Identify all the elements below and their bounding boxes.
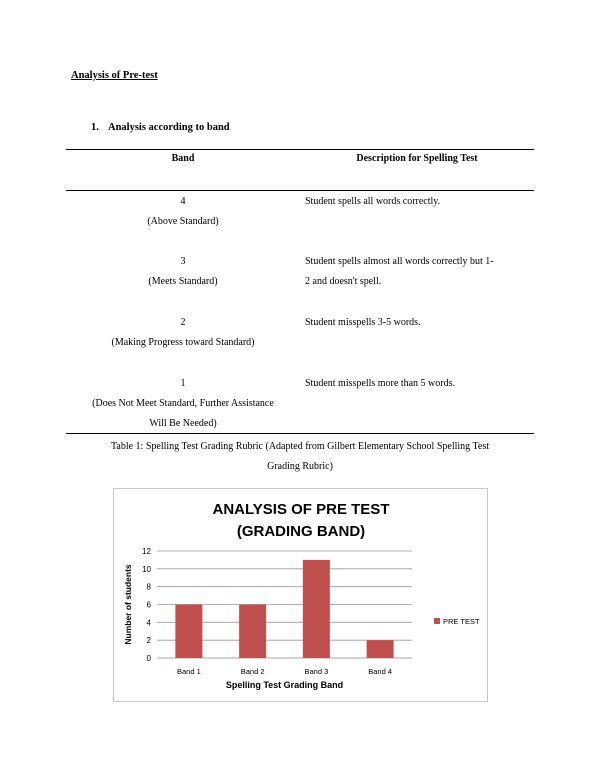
bar-band-4 <box>367 640 394 658</box>
table-bottom-rule <box>66 433 534 434</box>
legend-swatch <box>434 618 440 624</box>
caption-line: Grading Rubric) <box>267 461 333 472</box>
table-top-rule <box>66 149 534 150</box>
y-tick-label: 10 <box>142 564 151 574</box>
bar-band-2 <box>239 605 266 659</box>
band-label: (Does Not Meet Standard, Further Assistance <box>92 398 274 409</box>
chart-container <box>113 488 488 702</box>
band-number: 4 <box>180 196 186 207</box>
band-label: (Making Progress toward Standard) <box>111 337 255 348</box>
y-tick-label: 8 <box>146 582 151 592</box>
band-cell-2 <box>66 313 300 353</box>
x-axis-label: Spelling Test Grading Band <box>225 680 344 690</box>
band-label: (Above Standard) <box>147 216 219 227</box>
band-number: 2 <box>180 317 186 328</box>
band-label: (Meets Standard) <box>148 276 218 287</box>
description-cell-1 <box>305 374 534 394</box>
table-caption <box>66 437 534 477</box>
table-header-rule <box>66 190 534 191</box>
y-tick-label: 6 <box>146 600 151 610</box>
band-label: Will Be Needed) <box>149 418 217 429</box>
caption-line: Table 1: Spelling Test Grading Rubric (Adapted from Gilbert Elementary School Spelling Test <box>110 441 489 452</box>
section-heading <box>91 122 230 133</box>
x-tick-label: Band 2 <box>240 667 265 676</box>
bar-band-3 <box>303 560 330 658</box>
y-tick-label: 2 <box>146 636 151 646</box>
x-tick-label: Band 3 <box>304 667 329 676</box>
section-title: Analysis according to band <box>108 122 230 133</box>
description-line: Student misspells more than 5 words. <box>305 378 455 389</box>
chart-title: (GRADING BAND) <box>236 523 366 540</box>
band-number: 3 <box>180 256 186 267</box>
description-line: Student spells almost all words correctly but 1- <box>305 256 494 267</box>
table-header-description: Description for Spelling Test <box>356 153 478 164</box>
band-number: 1 <box>180 378 186 389</box>
description-cell-3 <box>305 252 534 292</box>
y-tick-label: 4 <box>146 618 151 628</box>
description-cell-4 <box>305 192 534 212</box>
y-tick-label: 12 <box>142 547 151 556</box>
table-header-band: Band <box>171 153 195 164</box>
description-cell-2 <box>305 313 534 333</box>
description-line: Student spells all words correctly. <box>305 196 441 207</box>
band-cell-1 <box>66 374 300 434</box>
x-tick-label: Band 4 <box>368 667 393 676</box>
chart-title: ANALYSIS OF PRE TEST <box>212 501 390 518</box>
page-heading: Analysis of Pre-test <box>71 70 158 81</box>
bar-chart <box>114 489 489 703</box>
band-cell-3 <box>66 252 300 292</box>
description-line: 2 and doesn't spell. <box>305 276 382 287</box>
description-line: Student misspells 3-5 words. <box>305 317 421 328</box>
y-axis-label: Number of students <box>123 564 133 645</box>
y-tick-label: 0 <box>146 654 151 663</box>
legend-label: PRE TEST <box>443 617 480 626</box>
bar-band-1 <box>175 605 202 659</box>
band-cell-4 <box>66 192 300 232</box>
section-number: 1. <box>91 122 99 133</box>
x-tick-label: Band 1 <box>176 667 201 676</box>
